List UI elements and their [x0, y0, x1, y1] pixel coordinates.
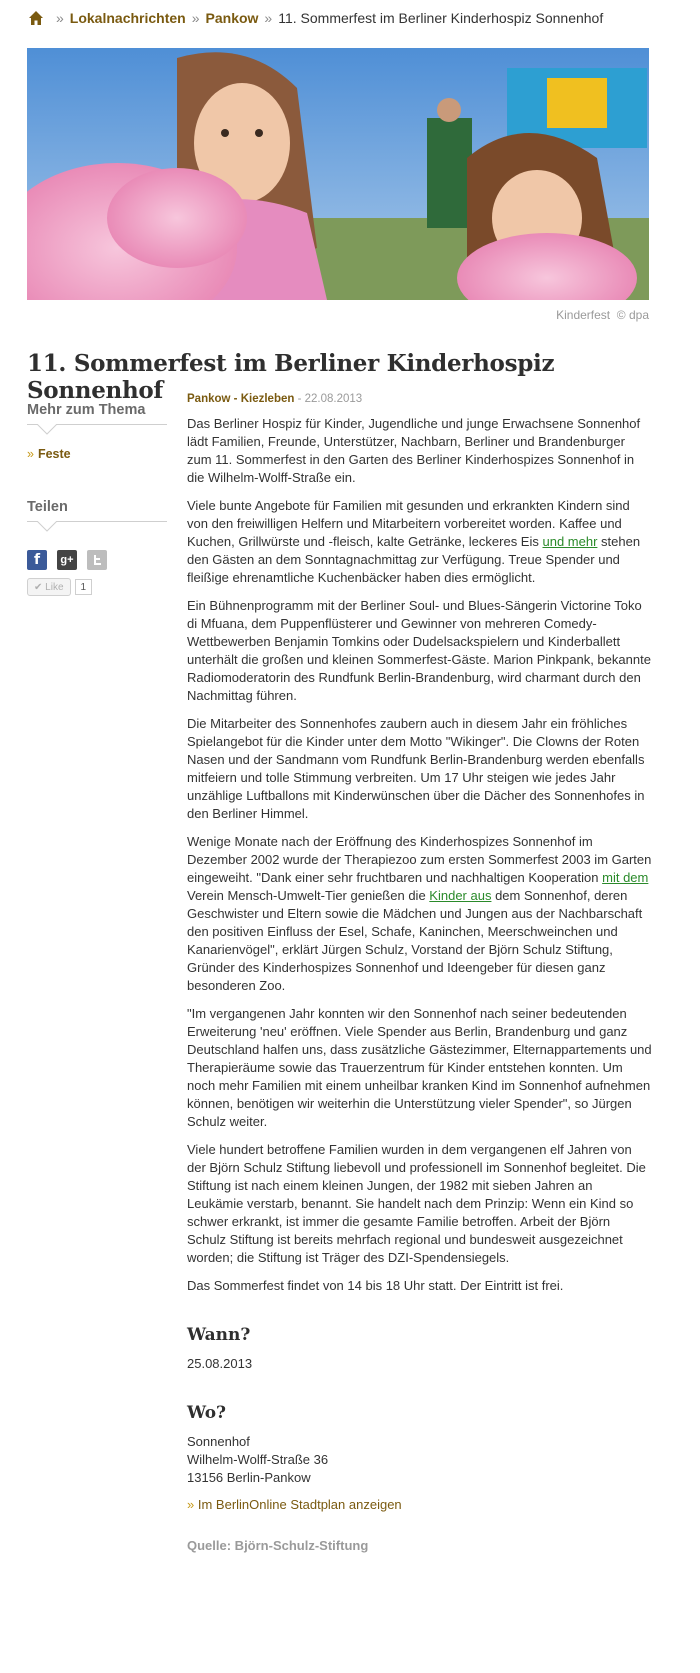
share-heading: [27, 491, 167, 522]
hero-image: [27, 48, 649, 300]
event-when: [187, 1325, 652, 1373]
when-heading: Wann?: [187, 1325, 251, 1345]
where-heading: Wo?: [187, 1403, 227, 1423]
twitter-icon[interactable]: [87, 550, 107, 570]
breadcrumb: [28, 6, 668, 30]
meta-category[interactable]: Pankow: [187, 393, 231, 405]
notch-icon: [37, 424, 57, 435]
like-button[interactable]: ✔ Like: [27, 578, 71, 596]
address-line: 13156 Berlin-Pankow: [187, 1470, 311, 1485]
breadcrumb-pankow[interactable]: Pankow: [205, 10, 259, 26]
inline-link-und-mehr[interactable]: und mehr: [542, 534, 598, 549]
paragraph-7: Viele hundert betroffene Familien wurden in dem vergangenen elf Jahren von der Björn Schulz Stiftung liebevoll und professionell im Sonnenhof begleitet. Die Stiftung ist nach einem kleinen Jungen, der 1982 mit sieben Jahren an Leukämie verstarb, benannt. Sie handelt nach dem Prinzip: Wenn ein Kind so schwer erkrankt, ist immer die gesamte Familie betroffen. Arbeit der Björn Schulz Stiftung ist bereits mehrfach regional und bundesweit ausgezeichnet worden; die Stiftung ist Träger des DZI-Spendensiegels.: [187, 1142, 646, 1265]
breadcrumb-separator: »: [191, 10, 200, 26]
google-plus-icon[interactable]: g+: [57, 550, 77, 570]
page-title: 11. Sommerfest im Berliner Kinderhospiz Sonnenhof: [27, 350, 555, 404]
more-topic-heading: [27, 394, 167, 425]
facebook-icon[interactable]: f: [27, 550, 47, 570]
inline-link-mit-dem[interactable]: mit dem: [602, 870, 649, 885]
when-value: 25.08.2013: [187, 1356, 253, 1371]
breadcrumb-lokalnachrichten[interactable]: Lokalnachrichten: [69, 10, 186, 26]
more-topic-label: Mehr zum Thema: [27, 402, 146, 418]
home-icon[interactable]: [28, 10, 44, 26]
address-line: Wilhelm-Wolff-Straße 36: [187, 1452, 329, 1467]
paragraph-6: "Im vergangenen Jahr konnten wir den Sonnenhof nach seiner bedeutenden Erweiterung 'neu' eröffnen. Viele Spender aus Berlin, Brandenburg und ganz Deutschland halfen uns, dass zusätzliche Gästezimmer, Elternappartements und Therapieräume sowie das Trauerzentrum für Kinder entstehen konnten. Um noch mehr Familien mit einem unheilbar kranken Kind im Sonnenhof aufnehmen können, benötigen wir weiterhin die Unterstützung vieler Spender", so Jürgen Schulz weiter.: [187, 1006, 652, 1129]
article-meta: Pankow - Kiezleben - 22.08.2013: [187, 393, 363, 405]
paragraph-8: Das Sommerfest findet von 14 bis 18 Uhr statt. Der Eintritt ist frei.: [187, 1278, 564, 1293]
paragraph-5: Wenige Monate nach der Eröffnung des Kinderhospizes Sonnenhof im Dezember 2002 wurde der Therapiezoo zum ersten Sommerfest 2003 im Garten eingeweiht. "Dank einer sehr fruchtbaren und nachhaltigen Kooperation mit dem Verein Mensch-Umwelt-Tier genießen die Kinder aus dem Sonnenhof, deren Geschwister und Eltern sowie die Mädchen und Jungen aus der Nachbarschaft den positiven Einfluss der Esel, Schafe, Kaninchen, Meerschweinchen und Kanarienvögel", erklärt Jürgen Schulz, Vorstand der Björn Schulz Stiftung, Gründer des Kinderhospizes Sonnenhof und Ideengeber für diesen ganz besonderen Zoo.: [187, 834, 652, 993]
notch-icon: [37, 521, 57, 532]
image-caption: [27, 308, 649, 322]
caption-text: Kinderfest: [556, 308, 611, 322]
paragraph-3: Ein Bühnenprogramm mit der Berliner Soul- und Blues-Sängerin Victorine Toko di Mfuana, dem Puppenflüsterer und Gewinner von mehreren Comedy-Wettbewerben Benjamin Tomkins oder Dudelsackspielern und Kinderballett unterhält die großen und kleinen Sommerfest-Gäste. Marion Pinkpank, bekannte Radiomoderatorin des Rundfunk Berlin-Brandenburg, wird charmant durch den Nachmittag führen.: [187, 598, 651, 703]
paragraph-2: Viele bunte Angebote für Familien mit gesunden und erkrankten Kindern sind von den freiwilligen Helfern und Mitarbeitern vorbereitet worden. Kaffee und Kuchen, Grillwürste und -fleisch, kalte Getränke, leckeres Eis und mehr stehen den Gästen an dem Sonntagnachmittag zur Verfügung. Treue Spender und fleißige ehrenamtliche Kuchenbäcker haben dies ermöglicht.: [187, 498, 641, 585]
inline-link-kinder-aus[interactable]: Kinder aus: [429, 888, 492, 903]
social-buttons: [27, 550, 167, 570]
paragraph-1: Das Berliner Hospiz für Kinder, Jugendliche und junge Erwachsene Sonnenhof lädt Familien, Freunde, Unterstützer, Nachbarn, Berliner und Brandenburger zum 11. Sommerfest in den Garten des Berliner Kinderhospizes Sonnenhof in die Wilhelm-Wolff-Straße ein.: [187, 416, 641, 485]
breadcrumb-separator: »: [56, 10, 64, 26]
breadcrumb-current: 11. Sommerfest im Berliner Kinderhospiz Sonnenhof: [278, 10, 604, 26]
meta-subcategory[interactable]: Kiezleben: [240, 393, 295, 405]
meta-date: 22.08.2013: [304, 393, 363, 405]
source-credit: Quelle: Björn-Schulz-Stiftung: [187, 1538, 369, 1553]
breadcrumb-separator: »: [264, 10, 273, 26]
caption-credit: © dpa: [616, 308, 649, 322]
paragraph-4: Die Mitarbeiter des Sonnenhofes zaubern auch in diesem Jahr ein fröhliches Spielangebot für die Kinder unter dem Motto "Wikinger". Die Clowns der Roten Nasen und der Sandmann vom Rundfunk Berlin-Brandenburg werden ebenfalls mitfeiern und tolle Stimmung verbreiten. Um 17 Uhr steigen wie jedes Jahr unzählige Luftballons mit Kinderwünschen über die Dächer des Sonnenhofes in den Berliner Himmel.: [187, 716, 645, 821]
like-label: Like: [45, 581, 64, 593]
map-link-text[interactable]: Im BerlinOnline Stadtplan anzeigen: [197, 1497, 402, 1512]
sidebar: [27, 394, 167, 596]
hero-photo: [27, 48, 649, 300]
address-line: Sonnenhof: [187, 1434, 250, 1449]
related-link[interactable]: » Feste: [27, 447, 71, 461]
article-body: [187, 393, 652, 1553]
like-count: 1: [75, 579, 93, 595]
event-where: [187, 1403, 652, 1512]
related-link-feste[interactable]: Feste: [37, 447, 71, 461]
share-label: Teilen: [27, 499, 68, 515]
like-widget: [27, 578, 167, 596]
map-link[interactable]: » Im BerlinOnline Stadtplan anzeigen: [187, 1497, 402, 1512]
